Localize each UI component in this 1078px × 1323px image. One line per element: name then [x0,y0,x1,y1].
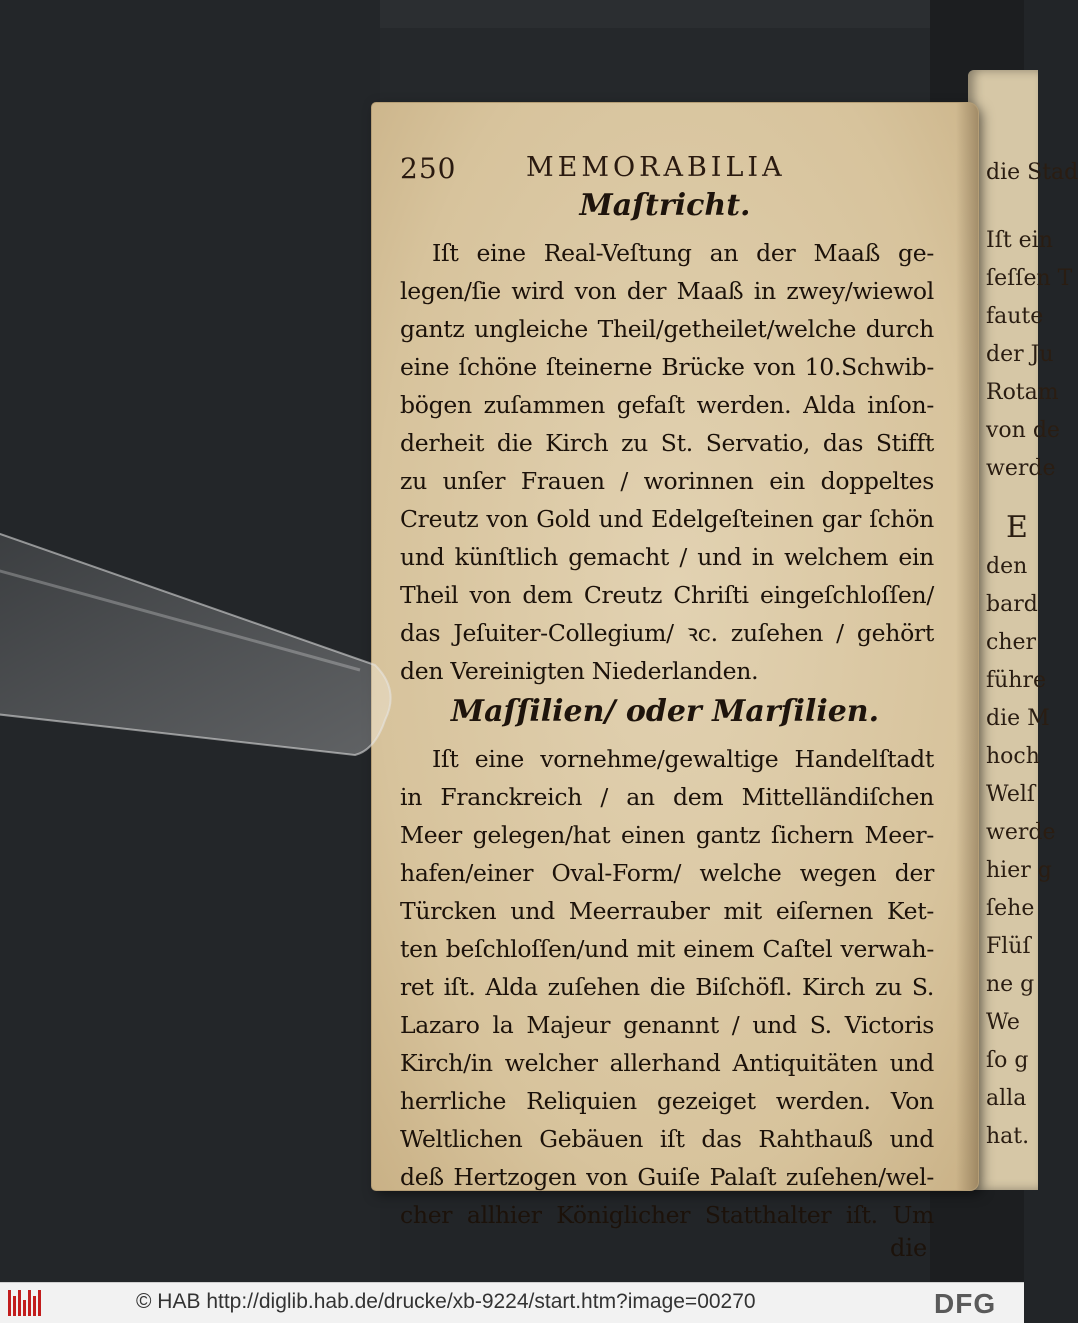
facing-text: der Ju [986,342,1054,367]
hab-logo-icon [8,1290,44,1316]
facing-text: Flüſ [986,934,1031,959]
catchword: die [890,1234,928,1262]
footer-bar [0,1282,1024,1323]
facing-text: We [986,1010,1020,1035]
facing-text: bard [986,592,1038,617]
facing-text: Rotam [986,380,1059,405]
text-line: und künſtlich gemacht / und in welchem ein [400,543,934,571]
text-line: den Vereinigten Niederlanden. [400,657,759,685]
facing-text: den [986,554,1028,579]
running-head: MEMORABILIA [526,152,786,183]
text-line: gantz ungleiche Theil/getheilet/welche durch [400,315,934,343]
text-line: zu unſer Frauen / worinnen ein doppeltes [400,467,934,495]
text-line: ret iſt. Alda zuſehen die Biſchöfl. Kirch zu S. [400,973,934,1001]
facing-text: die M [986,706,1050,731]
facing-text: Iſt ein [986,228,1053,253]
text-line: derheit die Kirch zu St. Servatio, das Stifft [400,429,934,457]
text-line: cher allhier Königlicher Statthalter iſt. Um [400,1201,934,1229]
text-line: Lazaro la Majeur genannt / und S. Victoris [400,1011,934,1039]
text-line: Weltlichen Gebäuen iſt das Rahthauß und [400,1125,934,1153]
facing-page [968,70,1078,1190]
text-line: Iſt eine Real-Veſtung an der Maaß ge- [432,239,934,267]
text-line: hafen/einer Oval-Form/ welche wegen der [400,859,934,887]
facing-text: ne g [986,972,1035,997]
facing-text: alla [986,1086,1027,1111]
facing-text: hier g [986,858,1052,883]
text-line: Creutz von Gold und Edelgeſteinen gar ſchön [400,505,934,533]
text-line: Iſt eine vornehme/gewaltige Handelſtadt [432,745,934,773]
text-line: das Jeſuiter-Collegium/ ꝛc. zuſehen / gehört [400,619,934,647]
facing-text: führe [986,668,1047,693]
section-heading-massilien: Maſſilien/ oder Marſilien. [450,694,880,729]
text-line: legen/ſie wird von der Maaß in zwey/wiewol [400,277,934,305]
text-line: deß Hertzogen von Guiſe Palaſt zuſehen/wel- [400,1163,934,1191]
facing-text: hoch [986,744,1040,769]
backdrop-left [0,0,380,1282]
text-line: in Franckreich / an dem Mittelländiſchen [400,783,934,811]
facing-text: ſehe [986,896,1035,921]
facing-text: ſo g [986,1048,1029,1073]
facing-text: von de [986,418,1060,443]
section-heading-mastricht: Maſtricht. [579,188,751,223]
text-line: ten beſchloſſen/und mit einem Caſtel verwah- [400,935,934,963]
footer-credit-link[interactable]: © HAB http://diglib.hab.de/drucke/xb-9224/start.htm?image=00270 [136,1290,756,1313]
facing-text: hat. [986,1124,1030,1149]
text-line: Theil von dem Creutz Chriſti eingeſchloſſen/ [400,581,934,609]
page-gutter-shadow [956,103,978,1190]
facing-text: werde [986,820,1056,845]
dfg-logo: DFG [934,1288,997,1319]
text-line: herrliche Reliquien gezeiget werden. Von [400,1087,934,1115]
page-number: 250 [400,152,457,185]
text-line: Meer gelegen/hat einen gantz ſichern Meer- [400,821,934,849]
text-line: bögen zuſammen gefaſt werden. Alda inſon- [400,391,934,419]
facing-text: die Stad [986,160,1078,185]
text-line: Türcken und Meerrauber mit eiſernen Ket- [400,897,934,925]
facing-text: faute [986,304,1044,329]
facing-text: cher [986,630,1037,655]
facing-text: ſeſſen T [986,266,1073,291]
text-line: eine ſchöne ſteinerne Brücke von 10.Schwib- [400,353,934,381]
facing-text: werde [986,456,1056,481]
facing-text: E [1006,510,1028,545]
text-line: Kirch/in welcher allerhand Antiquitäten und [400,1049,934,1077]
page-header [400,148,930,192]
facing-text: Welſ [986,782,1036,807]
